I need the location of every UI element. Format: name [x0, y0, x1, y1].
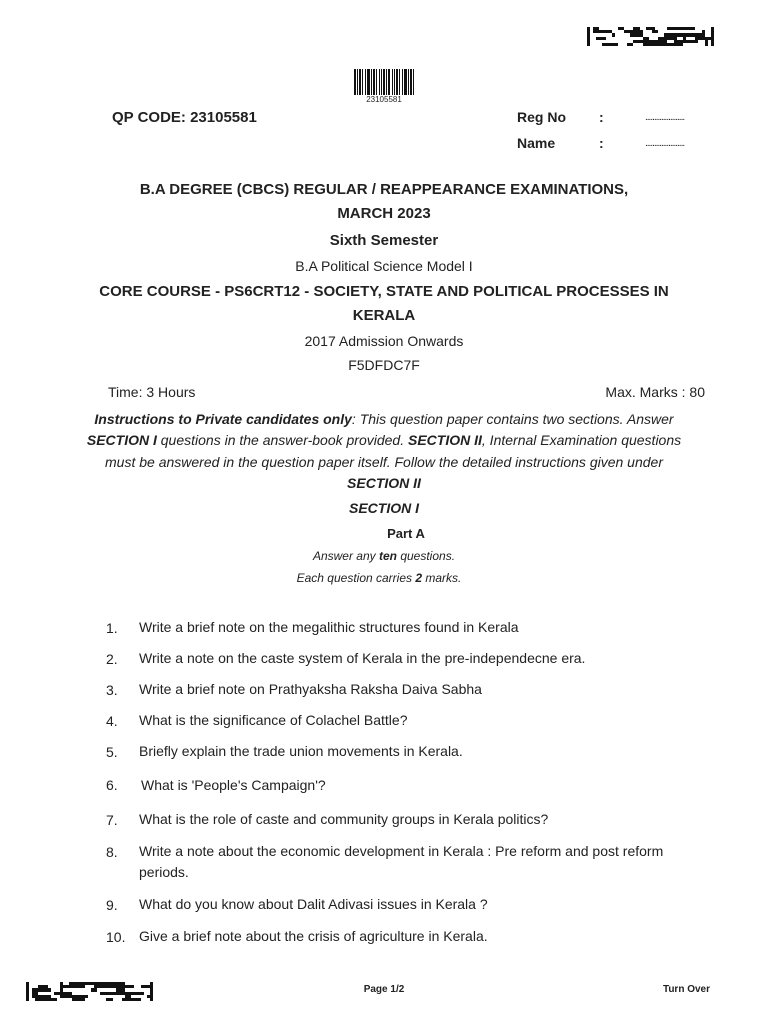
instructions-line3-text: must be answered in the question paper itself. Follow the detailed instructions given under [105, 454, 663, 470]
barcode-number: 23105581 [366, 95, 402, 104]
instructions-part1: : This question paper contains two sections. Answer [351, 411, 674, 427]
instructions-section2: SECTION II [408, 432, 482, 448]
instructions-part2: questions in the answer-book provided. [156, 432, 408, 448]
question-text: What do you know about Dalit Adivasi issues in Kerala ? [139, 896, 488, 912]
question-number: 4. [106, 713, 118, 729]
question-text: Write a note on the caste system of Kerala in the pre-independecne era. [139, 650, 586, 666]
max-marks: Max. Marks : 80 [605, 384, 705, 400]
question-number: 5. [106, 744, 118, 760]
course-line2: KERALA [352, 307, 416, 324]
instructions-line2 [0, 432, 768, 448]
question-text: What is 'People's Campaign'? [141, 777, 326, 793]
name-colon: : [599, 135, 604, 151]
section-title-text: SECTION I [348, 500, 419, 516]
answer-post: questions. [396, 549, 456, 563]
question-text: Briefly explain the trade union movements in Kerala. [139, 743, 463, 759]
time-duration: Time: 3 Hours [108, 384, 196, 400]
carries-pre: Each question carries [296, 571, 416, 585]
question-text: Write a note about the economic development in Kerala : Pre reform and post reform periods. [139, 843, 664, 880]
reg-no-colon: : [599, 109, 604, 125]
answer-pre: Answer any [312, 549, 379, 563]
instructions-line3 [0, 454, 768, 470]
question-number: 2. [106, 651, 118, 667]
semester: Sixth Semester [329, 232, 439, 249]
answer-count: ten [378, 549, 397, 563]
instructions-part3: , Internal Examination questions [481, 432, 682, 448]
page-number: Page 1/2 [363, 984, 405, 995]
programme: B.A Political Science Model I [295, 258, 473, 274]
instructions-line4 [0, 475, 768, 491]
exam-title-line1: B.A DEGREE (CBCS) REGULAR / REAPPEARANCE EXAMINATIONS, [139, 181, 629, 198]
carries-marks: 2 [415, 571, 423, 585]
instructions-line4-text: SECTION II [347, 475, 421, 491]
marks-instruction [0, 571, 768, 585]
admission: 2017 Admission Onwards [304, 333, 464, 349]
top-barcode [354, 69, 428, 95]
question-number: 6. [106, 777, 118, 793]
name-field: ...................... [645, 138, 685, 149]
answer-instruction [0, 549, 768, 563]
instructions-section1: SECTION I [86, 432, 157, 448]
section-title [0, 500, 768, 516]
qp-code: QP CODE: 23105581 [112, 109, 257, 126]
instructions-line1 [0, 411, 768, 427]
question-number: 9. [106, 897, 118, 913]
top-right-qr-strip [587, 27, 717, 46]
question-text: What is the significance of Colachel Battle? [139, 712, 408, 728]
question-text: What is the role of caste and community groups in Kerala politics? [139, 811, 549, 827]
question-number: 1. [106, 620, 118, 636]
reg-no-field: ...................... [645, 112, 685, 123]
question-text: Write a brief note on the megalithic structures found in Kerala [139, 619, 519, 635]
carries-post: marks. [422, 571, 462, 585]
instructions-lead: Instructions to Private candidates only [94, 411, 352, 427]
paper-code: F5DFDC7F [348, 357, 420, 373]
exam-title-line2: MARCH 2023 [337, 205, 431, 222]
question-number: 3. [106, 682, 118, 698]
part-title: Part A [387, 526, 425, 541]
course-line1: CORE COURSE - PS6CRT12 - SOCIETY, STATE AND POLITICAL PROCESSES IN [99, 283, 669, 300]
turn-over: Turn Over [662, 984, 710, 995]
question-text: Give a brief note about the crisis of agriculture in Kerala. [139, 928, 488, 944]
question-number: 8. [106, 844, 118, 860]
question-number: 10. [106, 929, 126, 945]
question-text: Write a brief note on Prathyaksha Raksha Daiva Sabha [139, 681, 482, 697]
reg-no-label: Reg No [517, 109, 566, 125]
question-number: 7. [106, 812, 118, 828]
name-label: Name [517, 135, 556, 151]
